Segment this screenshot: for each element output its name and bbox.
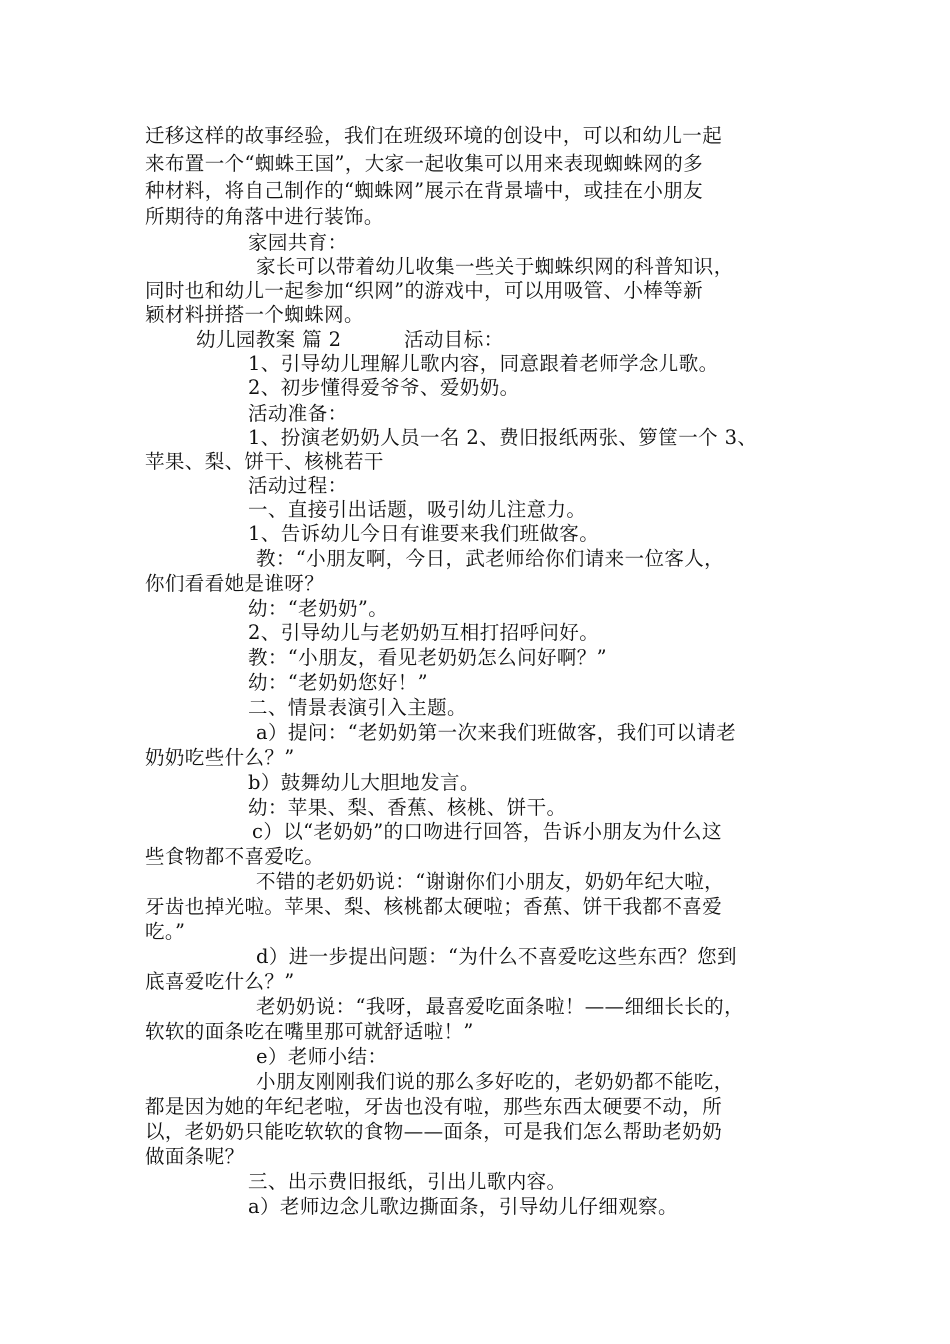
paragraph-line: 吃。”: [145, 920, 186, 943]
paragraph-line: a）老师边念儿歌边撕面条，引导幼儿仔细观察。: [248, 1195, 678, 1218]
paragraph-line: 二、情景表演引入主题。: [248, 696, 467, 719]
paragraph-line: 老奶奶说：“我呀，最喜爱吃面条啦！——细细长长的，: [256, 995, 744, 1018]
lesson-title: 幼儿园教案 篇 2: [196, 328, 342, 351]
paragraph-line: 你们看看她是谁呀？: [145, 572, 325, 595]
paragraph-line: 都是因为她的年纪老啦，牙齿也没有啦，那些东西太硬要不动，所: [145, 1095, 723, 1118]
paragraph-line: d）进一步提出问题：“为什么不喜爱吃这些东西？您到: [256, 945, 737, 968]
paragraph-line: 幼：苹果、梨、香蕉、核桃、饼干。: [248, 796, 567, 819]
paragraph-line: 同时也和幼儿一起参加“织网”的游戏中，可以用吸管、小棒等新: [145, 279, 704, 302]
paragraph-line: 教：“小朋友啊，今日，武老师给你们请来一位客人，: [256, 547, 725, 570]
paragraph-line: 三、出示费旧报纸，引出儿歌内容。: [248, 1170, 567, 1193]
paragraph-line: 1、告诉幼儿今日有谁要来我们班做客。: [248, 522, 600, 545]
paragraph-line: 些食物都不喜爱吃。: [145, 845, 325, 868]
paragraph-line: 软软的面条吃在嘴里那可就舒适啦！”: [145, 1020, 474, 1043]
paragraph-line: 小朋友刚刚我们说的那么多好吃的，老奶奶都不能吃，: [256, 1070, 734, 1093]
paragraph-line: 以，老奶奶只能吃软软的食物——面条，可是我们怎么帮助老奶奶: [145, 1120, 723, 1143]
paragraph-line: 不错的老奶奶说：“谢谢你们小朋友，奶奶年纪大啦，: [256, 870, 725, 893]
paragraph-line: 幼：“老奶奶您好！”: [248, 671, 428, 694]
paragraph-line: 2、初步懂得爱爷爷、爱奶奶。: [248, 376, 520, 399]
paragraph-line: 1、引导幼儿理解儿歌内容，同意跟着老师学念儿歌。: [248, 352, 719, 375]
paragraph-line: 教：“小朋友，看见老奶奶怎么问好啊？”: [248, 646, 608, 669]
paragraph-line: 奶奶吃些什么？”: [145, 746, 295, 769]
paragraph-line: 一、直接引出话题，吸引幼儿注意力。: [248, 498, 587, 521]
section-heading: 活动准备：: [248, 402, 348, 425]
section-heading: 活动目标：: [404, 328, 504, 351]
paragraph-line: 底喜爱吃什么？”: [145, 970, 295, 993]
paragraph-line: 所期待的角落中进行装饰。: [145, 205, 384, 228]
paragraph-line: 苹果、梨、饼干、核桃若干: [145, 450, 384, 473]
paragraph-line: 家长可以带着幼儿收集一些关于蜘蛛织网的科普知识，: [256, 255, 734, 278]
paragraph-line: 2、引导幼儿与老奶奶互相打招呼问好。: [248, 621, 600, 644]
paragraph-line: a）提问：“老奶奶第一次来我们班做客，我们可以请老: [256, 721, 737, 744]
paragraph-line: 幼：“老奶奶”。: [248, 597, 389, 620]
section-heading: 活动过程：: [248, 474, 348, 497]
paragraph-line: b）鼓舞幼儿大胆地发言。: [248, 771, 480, 794]
paragraph-line: 来布置一个“蜘蛛王国”，大家一起收集可以用来表现蜘蛛网的多: [145, 152, 704, 175]
paragraph-line: c）以“老奶奶”的口吻进行回答，告诉小朋友为什么这: [252, 820, 722, 843]
paragraph-line: e）老师小结：: [256, 1045, 388, 1068]
paragraph-line: 迁移这样的故事经验，我们在班级环境的创设中，可以和幼儿一起: [145, 124, 723, 147]
paragraph-line: 牙齿也掉光啦。苹果、梨、核桃都太硬啦；香蕉、饼干我都不喜爱: [145, 895, 723, 918]
paragraph-line: 颖材料拼搭一个蜘蛛网。: [145, 303, 364, 326]
section-heading: 家园共育：: [248, 231, 348, 254]
paragraph-line: 种材料，将自己制作的“蜘蛛网”展示在背景墙中，或挂在小朋友: [145, 179, 704, 202]
paragraph-line: 做面条呢？: [145, 1145, 245, 1168]
paragraph-line: 1、扮演老奶奶人员一名 2、费旧报纸两张、箩筐一个 3、: [248, 426, 758, 449]
